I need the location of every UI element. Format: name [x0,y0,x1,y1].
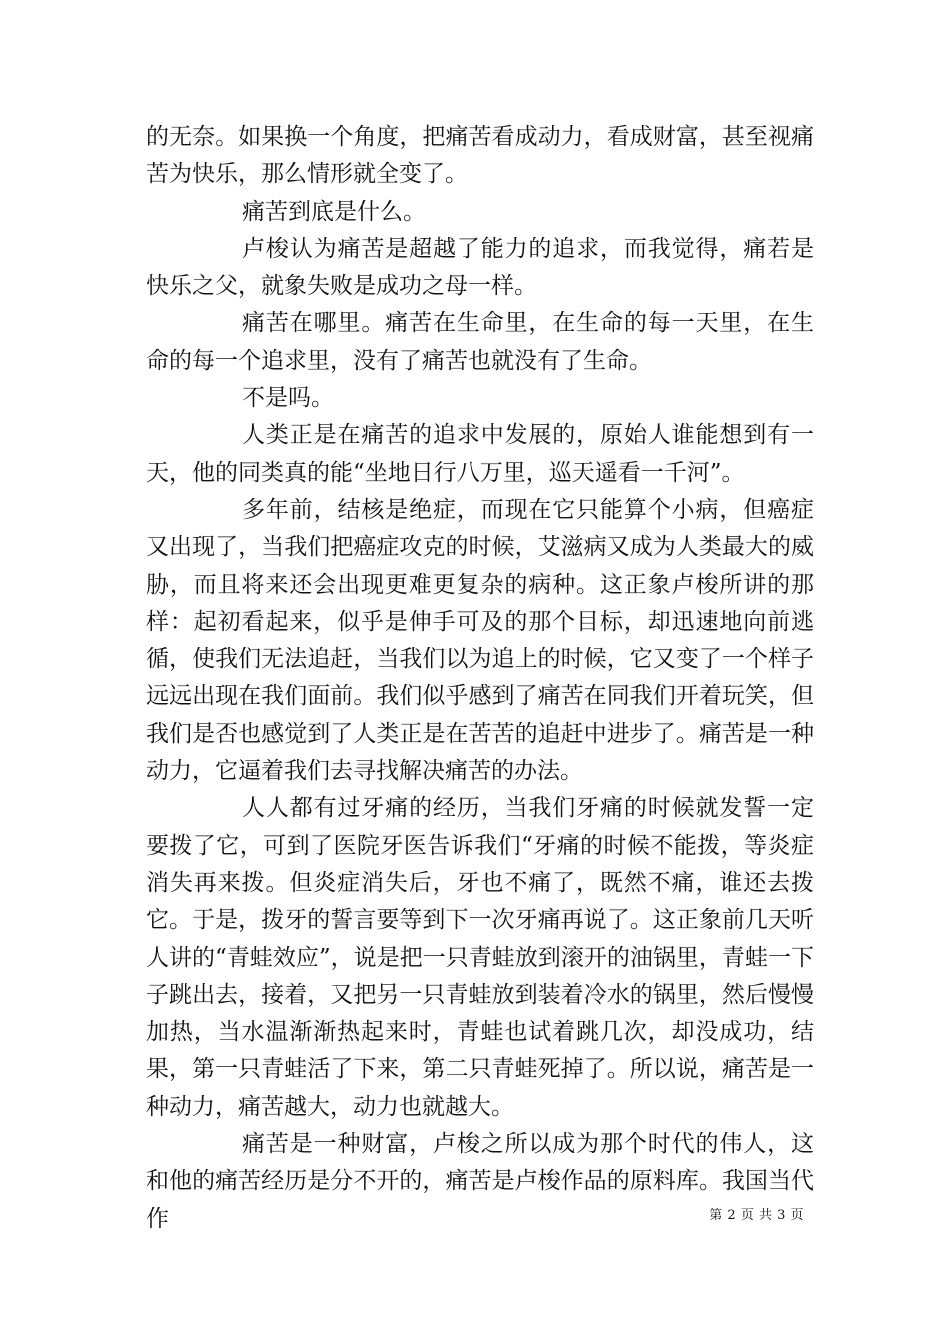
paragraph-6: 人类正是在痛苦的追求中发展的，原始人谁能想到有一天，他的同类真的能“坐地日行八万里，巡天遥看一千河”。 [146,422,814,486]
paragraph-8: 人人都有过牙痛的经历，当我们牙痛的时候就发誓一定要拨了它，可到了医院牙医告诉我们“牙痛的时候不能拨，等炎症消失再来拨。但炎症消失后，牙也不痛了，既然不痛，谁还去拨它。于是，拨牙的誓言要等到下一次牙痛再说了。这正象前几天听人讲的“青蛙效应”，说是把一只青蛙放到滚开的油锅里，青蛙一下子跳出去，接着，又把另一只青蛙放到装着冷水的锅里，然后慢慢加热，当水温渐渐热起来时，青蛙也试着跳几次，却没成功，结果，第一只青蛙活了下来，第二只青蛙死掉了。所以说，痛苦是一种动力，痛苦越大，动力也就越大。 [146,795,814,1120]
page-number-footer: 第 2 页 共 3 页 [709,1208,804,1223]
paragraph-7: 多年前，结核是绝症，而现在它只能算个小病，但癌症又出现了，当我们把癌症攻克的时候，艾滋病又成为人类最大的威胁，而且将来还会出现更难更复杂的病种。这正象卢梭所讲的那样：起初看起来，似乎是伸手可及的那个目标，却迅速地向前逃循，使我们无法追赶，当我们以为追上的时候，它又变了一个样子远远出现在我们面前。我们似乎感到了痛苦在同我们开着玩笑，但我们是否也感觉到了人类正是在苦苦的追赶中进步了。痛苦是一种动力，它逼着我们去寻找解决痛苦的办法。 [146,496,814,785]
paragraph-5: 不是吗。 [242,385,334,412]
paragraph-9: 痛苦是一种财富，卢梭之所以成为那个时代的伟人，这和他的痛苦经历是分不开的，痛苦是卢梭作品的原料库。我国当代作 [146,1131,814,1232]
document-body [146,119,814,1238]
paragraph-4: 痛苦在哪里。痛苦在生命里，在生命的每一天里，在生命的每一个追求里，没有了痛苦也就没有了生命。 [146,310,814,374]
paragraph-2: 痛苦到底是什么。 [242,198,426,225]
paragraph-3: 卢梭认为痛苦是超越了能力的追求，而我觉得，痛若是快乐之父，就象失败是成功之母一样。 [146,235,814,300]
paragraph-1: 的无奈。如果换一个角度，把痛苦看成动力，看成财富，甚至视痛苦为快乐，那么情形就全变了。 [146,124,814,188]
